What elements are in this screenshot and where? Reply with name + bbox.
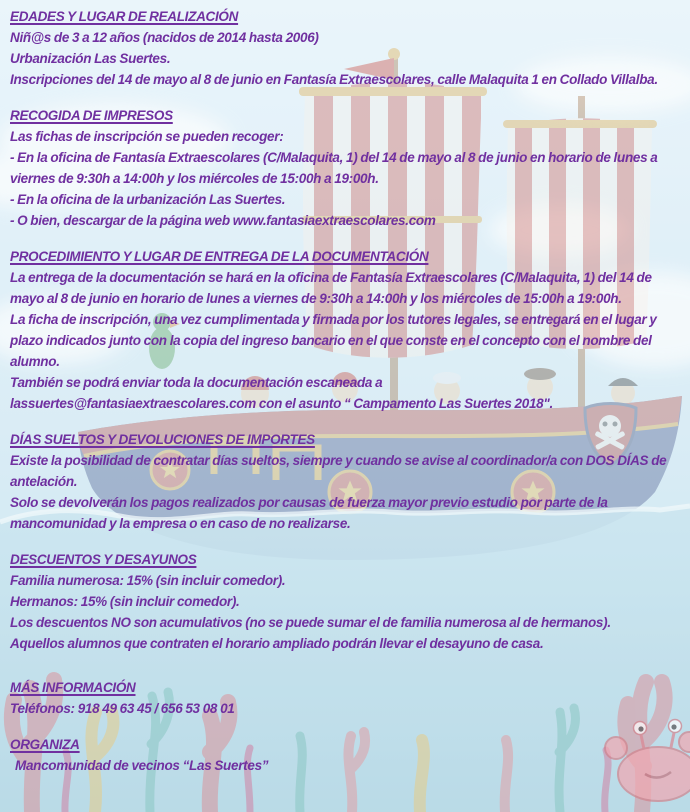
paragraph: - En la oficina de Fantasía Extraescolares (C/Malaquita, 1) del 14 de mayo al 8 de junio en horario de lunes a viernes de 9:30h a 14:00h y los miércoles de 15:00h a 19:00h. <box>10 150 658 186</box>
section-heading: MÁS INFORMACIÓN <box>10 680 136 695</box>
section-descuentos-desayunos <box>10 549 686 654</box>
paragraph: La entrega de la documentación se hará en la oficina de Fantasía Extraescolares (C/Malaquita, 1) del 14 de mayo al 8 de junio en horario de lunes a viernes de 9:30h a 14:00h y los miércoles de 15:00h a 19:00h. <box>10 270 652 306</box>
section-dias-sueltos <box>10 429 686 534</box>
section-procedimiento-entrega <box>10 246 686 414</box>
paragraph: Hermanos: 15% (sin incluir comedor). <box>10 594 240 609</box>
section-recogida-impresos <box>10 105 686 231</box>
section-heading: ORGANIZA <box>10 737 80 752</box>
paragraph: También se podrá enviar toda la documentación escaneada a <box>10 375 383 390</box>
paragraph: Mancomunidad de vecinos “Las Suertes” <box>15 758 269 773</box>
section-heading: EDADES Y LUGAR DE REALIZACIÓN <box>10 9 239 24</box>
paragraph: Familia numerosa: 15% (sin incluir comedor). <box>10 573 286 588</box>
paragraph: La ficha de inscripción, una vez cumplimentada y firmada por los tutores legales, se entregará en el lugar y plazo indicados junto con la copia del ingreso bancario en el que conste en el concepto con el nombre del alumno. <box>10 312 657 369</box>
paragraph: Solo se devolverán los pagos realizados por causas de fuerza mayor previo estudio por parte de la mancomunidad y la empresa o en caso de no realizarse. <box>10 495 608 531</box>
paragraph: Teléfonos: 918 49 63 45 / 656 53 08 01 <box>10 701 235 716</box>
paragraph: - En la oficina de la urbanización Las Suertes. <box>10 192 286 207</box>
paragraph: - O bien, descargar de la página web www.fantasiaextraescolares.com <box>10 213 436 228</box>
section-heading: PROCEDIMIENTO Y LUGAR DE ENTREGA DE LA DOCUMENTACIÓN <box>10 249 429 264</box>
section-organiza <box>10 734 686 776</box>
paragraph: Urbanización Las Suertes. <box>10 51 171 66</box>
section-edades-y-lugar <box>10 6 686 90</box>
paragraph: Existe la posibilidad de contratar días sueltos, siempre y cuando se avise al coordinador/a con DOS DÍAS de antelación. <box>10 453 667 489</box>
section-mas-informacion <box>10 677 686 719</box>
paragraph: lassuertes@fantasiaextraescolares.com con el asunto “ Campamento Las Suertes 2018". <box>10 396 553 411</box>
section-heading: DESCUENTOS Y DESAYUNOS <box>10 552 197 567</box>
paragraph: Inscripciones del 14 de mayo al 8 de junio en Fantasía Extraescolares, calle Malaquita 1 en Collado Villalba. <box>10 72 658 87</box>
section-heading: DÍAS SUELTOS Y DEVOLUCIONES DE IMPORTES <box>10 432 315 447</box>
paragraph: Los descuentos NO son acumulativos (no se puede sumar el de familia numerosa al de hermanos). <box>10 615 611 630</box>
section-heading: RECOGIDA DE IMPRESOS <box>10 108 173 123</box>
paragraph: Aquellos alumnos que contraten el horario ampliado podrán llevar el desayuno de casa. <box>10 636 544 651</box>
paragraph: Las fichas de inscripción se pueden recoger: <box>10 129 284 144</box>
paragraph: Niñ@s de 3 a 12 años (nacidos de 2014 hasta 2006) <box>10 30 319 45</box>
